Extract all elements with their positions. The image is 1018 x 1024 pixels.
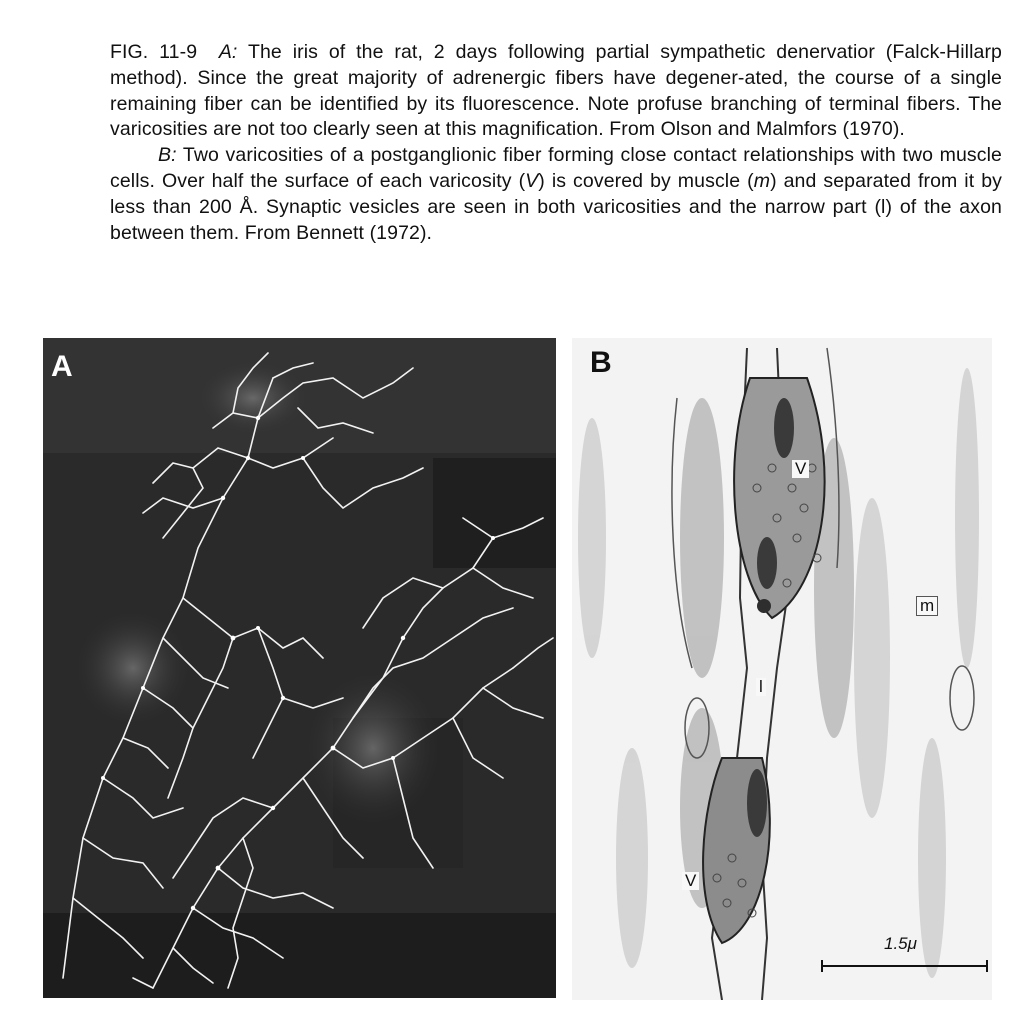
scale-bar-label: 1.5μ	[884, 934, 917, 953]
micrograph-a	[43, 338, 556, 998]
panel-a-label: A	[51, 350, 73, 383]
caption-part-a	[110, 40, 1002, 143]
micrograph-b-image	[572, 338, 992, 1000]
micrograph-b	[572, 338, 992, 1000]
part-b-text-1: Two varicosities of a postganglionic fiber forming close contact relationships with two muscle cells. Over half the surface of each varicosity (	[110, 144, 1003, 192]
part-a-marker: A:	[218, 41, 238, 63]
part-a-text: The iris of the rat, 2 days following partial sympathetic denervatior (Falck-Hillarp method). Since the great majority of adrenergic fibers have degener-ated, the course of a single remaining fiber can be identified by its fluorescence. Note profuse branching of terminal fibers. The varicosities are not too clearly seen at this magnification. From Olson and Malmfors (1970).	[110, 41, 1002, 141]
axon-narrow-label: l	[756, 678, 766, 696]
part-b-m: m	[753, 169, 771, 192]
part-b-v: V	[525, 169, 539, 192]
panel-b-label: B	[590, 346, 612, 379]
figure-label: FIG. 11-9	[110, 41, 198, 63]
muscle-label: m	[916, 596, 938, 616]
part-b-text-3: ) and separated from it by less than 200 Å. Synaptic vesicles are seen in both varicosities and the narrow part (l) of the axon between them. From Bennett (1972).	[110, 169, 1002, 244]
part-b-marker: B:	[158, 144, 177, 167]
caption-part-b	[110, 143, 1002, 246]
micrograph-a-image	[43, 338, 556, 998]
varicosity-label-upper: V	[792, 460, 809, 478]
part-b-text-2: ) is covered by muscle (	[538, 169, 754, 192]
figure-caption	[110, 40, 1002, 246]
varicosity-label-lower: V	[682, 872, 699, 890]
